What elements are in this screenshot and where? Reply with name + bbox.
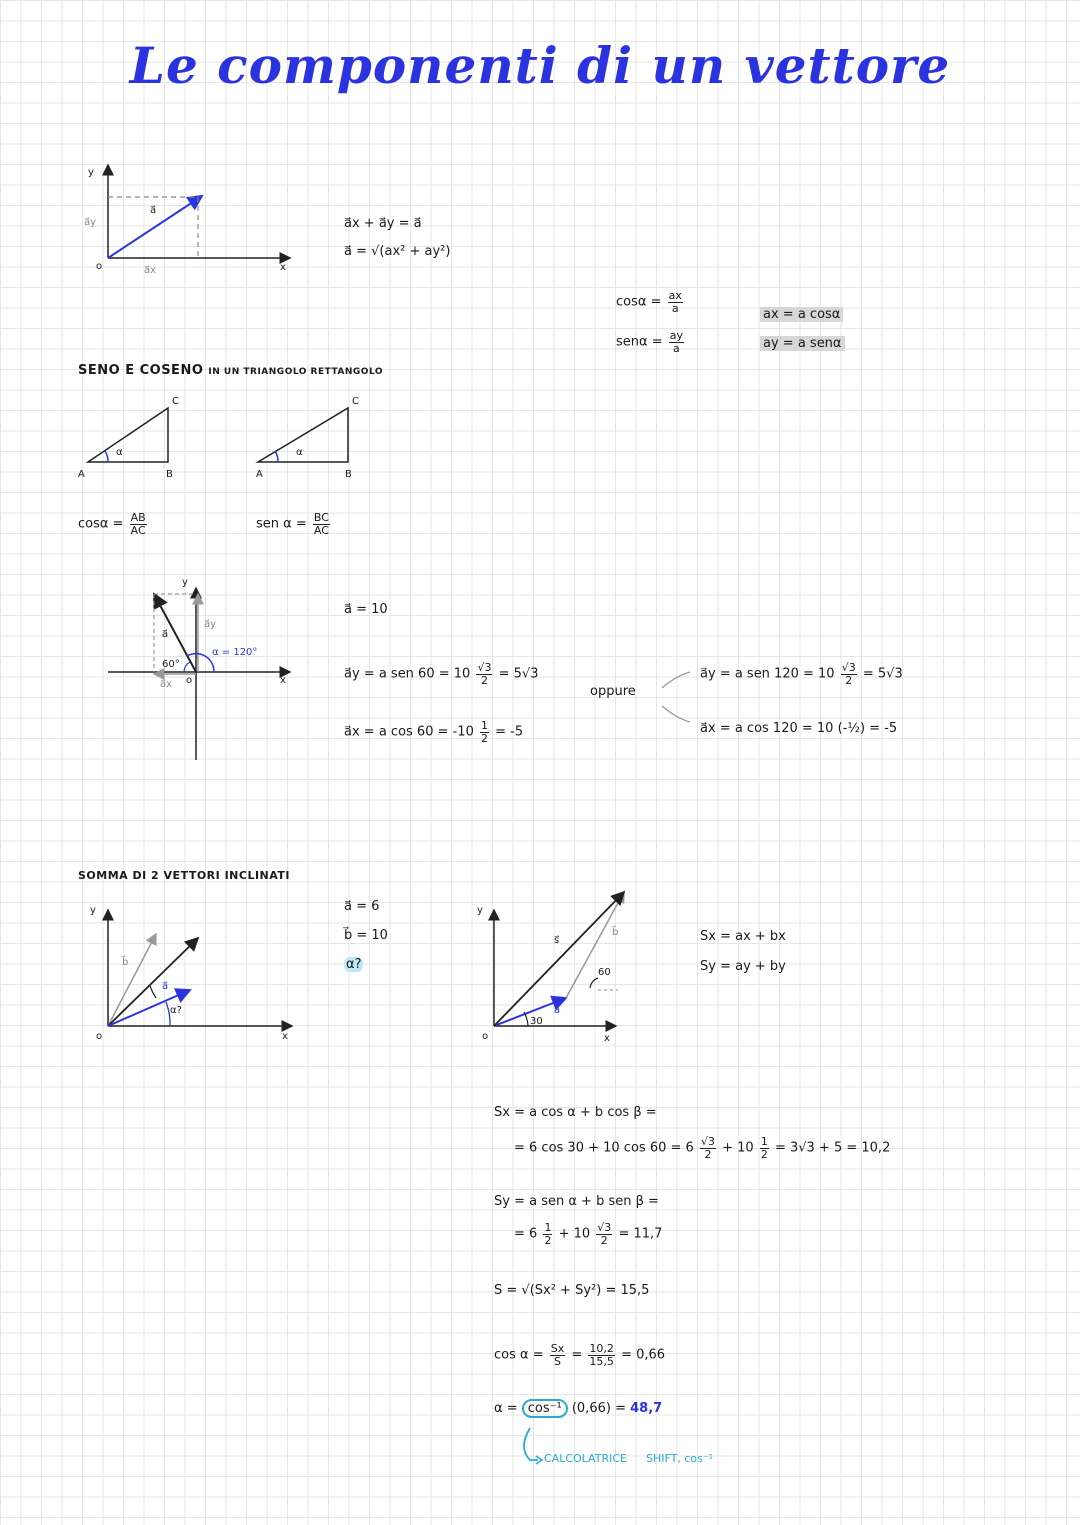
label-a: a⃗ — [162, 629, 169, 640]
s-modulus: S = √(Sx² + Sy²) = 15,5 — [494, 1283, 650, 1298]
tri1-alpha: α — [116, 447, 123, 458]
label-o: o — [96, 261, 103, 272]
label-o: o — [96, 1031, 103, 1042]
ay-formula: ay = a senα — [760, 337, 845, 350]
brace-arrows — [0, 660, 1080, 760]
ax-formula: ax = a cosα — [760, 308, 843, 321]
sen-ratio: sen α = $\frac{BC}{AC}$ — [256, 511, 329, 537]
label-x: x — [280, 675, 286, 686]
calc-note-arrow — [0, 1420, 1080, 1480]
label-o: o — [186, 675, 193, 686]
label-s: s⃗ — [554, 935, 560, 946]
label-a: a⃗ — [150, 205, 157, 216]
oppure: oppure — [590, 684, 636, 699]
label-y: y — [90, 905, 96, 916]
given-a: a⃗ = 6 — [344, 899, 380, 914]
label-ax: a⃗x — [160, 679, 173, 690]
label-y: y — [182, 577, 188, 588]
ax-calc-120: a⃗x = a cos 120 = 10 (-½) = -5 — [700, 721, 898, 736]
tri2-C: C — [352, 396, 359, 407]
tri2-B: B — [345, 469, 352, 480]
page-title: Le componenti di un vettore — [129, 36, 951, 95]
label-x: x — [282, 1031, 288, 1042]
label-y: y — [88, 167, 94, 178]
tri1-A: A — [78, 469, 85, 480]
tri2-alpha: α — [296, 447, 303, 458]
sy-line1: Sy = a sen α + b sen β = — [494, 1194, 659, 1209]
label-o2: o — [482, 1031, 489, 1042]
label-a: a⃗ — [162, 981, 169, 992]
given-alpha: α? — [346, 957, 362, 972]
heading-sum: SOMMA DI 2 VETTORI INCLINATI — [78, 869, 291, 882]
ay-calc: a⃗y = a sen 60 = 10 $\frac{√3}{2}$ = 5√3 — [344, 661, 539, 687]
tri1-B: B — [166, 469, 173, 480]
ax-calc: a⃗x = a cos 60 = -10 $\frac{1}{2}$ = -5 — [344, 719, 524, 745]
sx-line1: Sx = a cos α + b cos β = — [494, 1105, 657, 1120]
label-x2: x — [604, 1033, 610, 1044]
cos-def: cosα = $\frac{ax}{a}$ — [616, 289, 682, 315]
sy-line2: = 6 $\frac{1}{2}$ + 10 $\frac{√3}{2}$ = 11,7 — [514, 1221, 663, 1247]
right-triangles — [0, 390, 1080, 510]
cos-alpha-calc: cos α = $\frac{Sx}{S}$ = $\frac{10,2}{15,5}$ = 0,66 — [494, 1342, 666, 1368]
label-120: α = 120° — [212, 647, 258, 658]
label-ay: a⃗y — [84, 217, 97, 228]
sx-line2: = 6 cos 30 + 10 cos 60 = 6 $\frac{√3}{2}$ + 10 $\frac{1}{2}$ = 3√3 + 5 = 10,2 — [514, 1135, 891, 1161]
label-y2: y — [477, 905, 483, 916]
sen-def: senα = $\frac{ay}{a}$ — [616, 329, 684, 355]
given-b: b⃗ = 10 — [344, 928, 388, 943]
calc-note: CALCOLATRICE — [544, 1452, 627, 1465]
label-x: x — [280, 262, 286, 273]
label-alpha-q: α? — [170, 1005, 182, 1016]
sx-def: Sx = ax + bx — [700, 929, 786, 944]
given-a: a⃗ = 10 — [344, 602, 388, 617]
label-60: 60° — [162, 659, 180, 670]
eq-modulus: a⃗ = √(ax² + ay²) — [344, 244, 451, 259]
label-ax: a⃗x — [144, 265, 157, 276]
calc-keys: SHIFT, cos⁻¹ — [646, 1452, 714, 1465]
tri1-C: C — [172, 396, 179, 407]
label-a2: a⃗ — [554, 1005, 561, 1016]
label-ay: a⃗y — [204, 619, 217, 630]
alpha-result: α = cos⁻¹ (0,66) = 48,7 — [494, 1401, 663, 1416]
vector-components-diagram — [0, 0, 1080, 300]
label-b2: b⃗ — [612, 927, 619, 938]
heading-sine-cosine: SENO E COSENO IN UN TRIANGOLO RETTANGOLO — [78, 363, 384, 378]
sy-def: Sy = ay + by — [700, 959, 786, 974]
label-60: 60 — [598, 967, 611, 978]
label-30: 30 — [530, 1016, 543, 1027]
ay-calc-120: a⃗y = a sen 120 = 10 $\frac{√3}{2}$ = 5√3 — [700, 661, 903, 687]
label-b: b⃗ — [122, 957, 129, 968]
cos-ratio: cosα = $\frac{AB}{AC}$ — [78, 511, 146, 537]
eq-sum: a⃗x + a⃗y = a⃗ — [344, 216, 422, 231]
tri2-A: A — [256, 469, 263, 480]
